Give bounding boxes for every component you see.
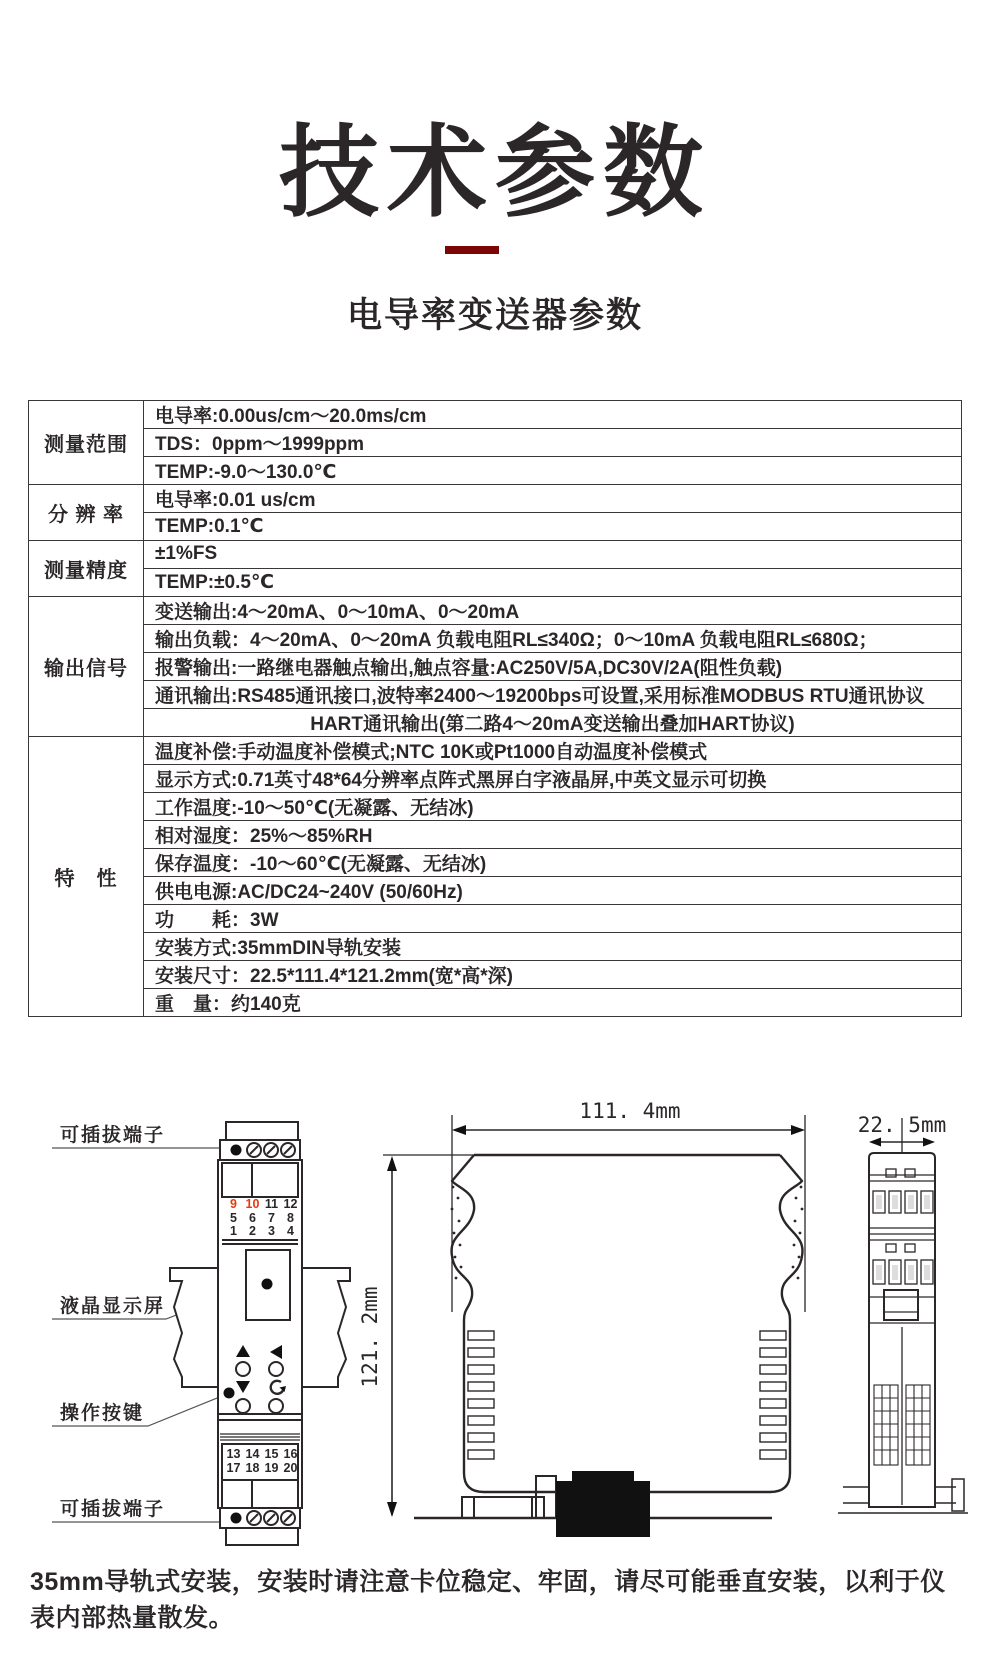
spec-value: 显示方式:0.71英寸48*64分辨率点阵式黑屏白字液晶屏,中英文显示可切换: [144, 764, 962, 792]
spec-row: [29, 401, 962, 429]
terminal-number: 19: [264, 1460, 279, 1475]
spec-value: 通讯输出:RS485通讯接口,波特率2400～19200bps可设置,采用标准MODBUS RTU通讯协议: [144, 680, 962, 708]
spec-value: 重 量：约140克: [144, 988, 962, 1016]
din-rail-cross-section: [556, 1471, 650, 1537]
spec-value: 安装尺寸：22.5*111.4*121.2mm(宽*高*深): [144, 960, 962, 988]
spec-value: TEMP:0.1℃: [144, 513, 962, 541]
terminal-number: 5: [230, 1210, 237, 1225]
leader-dot-buttons: [224, 1388, 235, 1399]
spec-value: 安装方式:35mmDIN导轨安装: [144, 932, 962, 960]
terminal-number: 17: [226, 1460, 241, 1475]
page-title: 技术参数: [279, 117, 711, 229]
terminal-number: 1: [230, 1224, 237, 1238]
spec-value: 保存温度：-10～60℃(无凝露、无结冰): [144, 848, 962, 876]
spec-row: [29, 848, 962, 876]
spec-row: [29, 932, 962, 960]
spec-category: 测量精度: [29, 540, 144, 596]
spec-table: [28, 400, 962, 1017]
spec-table-body: [29, 401, 962, 1017]
spec-row: [29, 680, 962, 708]
spec-category: 分 辨 率: [29, 485, 144, 541]
spec-value: 报警输出:一路继电器触点输出,触点容量:AC250V/5A,DC30V/2A(阻性负载): [144, 652, 962, 680]
page-subtitle: 电导率变送器参数: [346, 296, 643, 335]
spec-value: 供电电源:AC/DC24~240V (50/60Hz): [144, 876, 962, 904]
spec-value: 相对湿度：25%～85%RH: [144, 820, 962, 848]
terminal-number: 8: [287, 1210, 294, 1225]
spec-value: 输出负载：4～20mA、0～20mA 负载电阻RL≤340Ω；0～10mA 负载电阻RL≤680Ω；: [144, 624, 962, 652]
spec-value: TEMP:±0.5℃: [144, 568, 962, 596]
terminal-numbers-bottom: [224, 1448, 300, 1475]
spec-row: [29, 736, 962, 764]
leader-dot-terminal-bottom: [231, 1513, 242, 1524]
leader-dot-lcd: [262, 1279, 273, 1290]
spec-row: [29, 568, 962, 596]
spec-category: 输出信号: [29, 596, 144, 736]
terminal-number: 20: [283, 1460, 298, 1475]
title-accent-bar: [445, 246, 499, 254]
terminal-number: 12: [283, 1197, 298, 1211]
terminal-number: 18: [245, 1460, 260, 1475]
label-terminal-top: 可插拔端子: [60, 1125, 166, 1146]
terminal-number: 6: [249, 1210, 256, 1225]
spec-row: [29, 960, 962, 988]
terminal-number: 4: [287, 1224, 294, 1238]
installation-diagrams: [0, 1035, 990, 1565]
label-terminal-bottom: 可插拔端子: [60, 1499, 166, 1520]
spec-row: [29, 485, 962, 513]
terminal-number: 15: [264, 1447, 279, 1461]
spec-row: [29, 904, 962, 932]
spec-row: [29, 540, 962, 568]
spec-row: [29, 792, 962, 820]
spec-row: [29, 764, 962, 792]
spec-category: 特 性: [29, 736, 144, 1016]
spec-value: 工作温度:-10～50℃(无凝露、无结冰): [144, 792, 962, 820]
dimension-width: 111. 4mm: [579, 1099, 681, 1123]
spec-row: [29, 457, 962, 485]
spec-row: [29, 876, 962, 904]
terminal-number: 10: [245, 1197, 260, 1211]
terminal-number: 16: [283, 1447, 298, 1461]
terminal-numbers-top: [224, 1198, 300, 1239]
spec-value: 温度补偿:手动温度补偿模式;NTC 10K或Pt1000自动温度补偿模式: [144, 736, 962, 764]
spec-value: 电导率:0.01 us/cm: [144, 485, 962, 513]
spec-row: [29, 513, 962, 541]
spec-value: 电导率:0.00us/cm～20.0ms/cm: [144, 401, 962, 429]
terminal-number: 3: [268, 1224, 275, 1238]
terminal-number: 9: [230, 1197, 237, 1211]
label-lcd: 液晶显示屏: [60, 1296, 166, 1317]
spec-row: [29, 596, 962, 624]
spec-category: 测量范围: [29, 401, 144, 485]
spec-row: [29, 652, 962, 680]
terminal-number: 7: [268, 1210, 275, 1225]
spec-row: [29, 624, 962, 652]
spec-value: ±1%FS: [144, 540, 962, 568]
spec-value: 功 耗：3W: [144, 904, 962, 932]
spec-value: 变送输出:4～20mA、0～10mA、0～20mA: [144, 596, 962, 624]
label-buttons: 操作按键: [60, 1403, 145, 1424]
spec-value: TEMP:-9.0～130.0℃: [144, 457, 962, 485]
spec-row: [29, 820, 962, 848]
terminal-number: 2: [249, 1224, 256, 1238]
spec-row: [29, 708, 962, 736]
terminal-number: 11: [264, 1197, 279, 1211]
terminal-number: 13: [226, 1447, 241, 1461]
dimension-height: 121. 2mm: [358, 1286, 382, 1388]
leader-dot-terminal-top: [231, 1145, 242, 1156]
spec-row: [29, 988, 962, 1016]
terminal-number: 14: [245, 1447, 260, 1461]
spec-row: [29, 429, 962, 457]
dimension-depth: 22. 5mm: [857, 1113, 947, 1137]
footer-note: 35mm导轨式安装，安装时请注意卡位稳定、牢固，请尽可能垂直安装，以利于仪表内部热量散发。: [30, 1568, 946, 1632]
spec-value: TDS：0ppm～1999ppm: [144, 429, 962, 457]
spec-value: HART通讯输出(第二路4～20mA变送输出叠加HART协议): [144, 708, 962, 736]
